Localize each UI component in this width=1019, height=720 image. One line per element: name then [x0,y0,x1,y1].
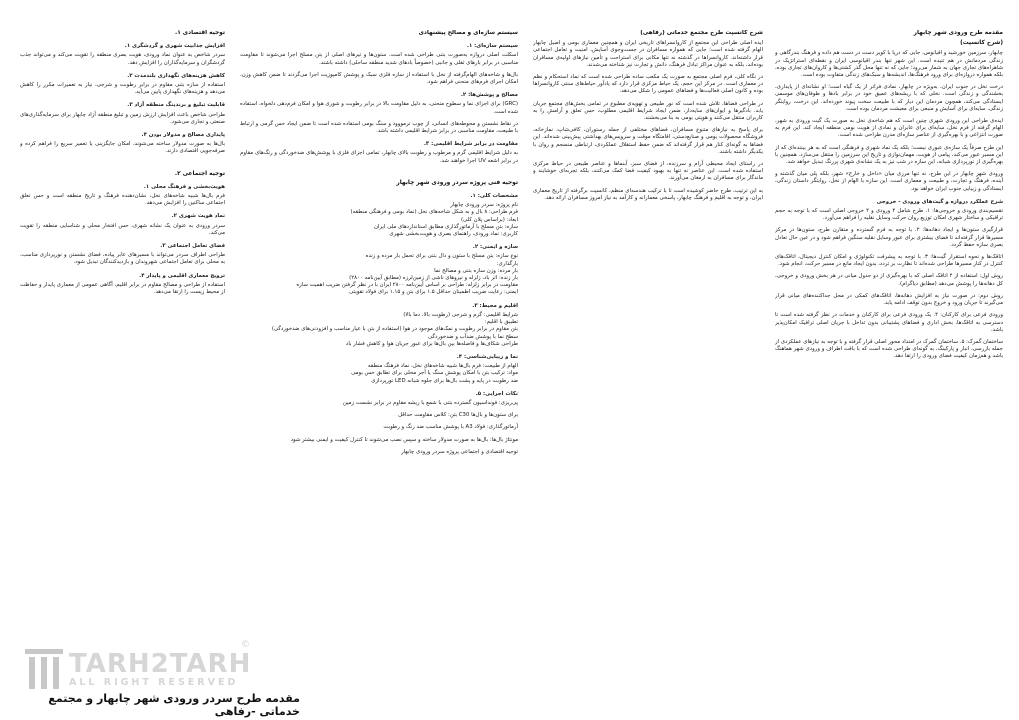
social-item-text: طراحی اطراف سردر می‌تواند با مسیرهای عابر پیاده، فضای نشستن و نورپردازی مناسب، به محلی برای تعامل اجتماعی شهروندان و بازدیدکنندگان تبدیل شود. [20,252,225,266]
safety-subtitle: سازه و ایمنی: ۲. [472,244,518,251]
copyright-icon: © [241,640,250,650]
specs-line: نام پروژه: سردر ورودی چابهار [450,202,518,209]
structure-title: سیستم سازه‌ای و مصالح پیشنهادی [418,30,518,36]
complex-paragraph: برای پاسخ به نیازهای متنوع مسافران، فضاهای مختلفی از جمله رستوران، کافی‌شاپ، نمازخانه، فروشگاه محصولات بومی و صنایع‌دستی، اقامتگاه موقت و سرویس‌های بهداشتی پیش‌بینی شده‌اند. این فضاها به گونه‌ای کنار هم قرار گرفته‌اند که ضمن حفظ استقلال عملکردی، ارتباطی منسجم و روان با یکدیگر داشته باشند. [533,127,763,155]
execution-subtitle: نکات اجرایی: ۵. [475,390,518,397]
materials-subtitle: مصالح و پوشش‌ها: ۲. [460,92,518,99]
environment-line: تطبیق با اقلیم: [484,319,518,326]
gate-paragraph: قرارگیری ستون‌ها و ایجاد دهانه‌ها: ۲. با توجه به فرم گسترده و متقارن طرح، ستون‌ها در مرکز مسیرها قرار گرفته‌اند تا فضای بیشتری برای عبور وسایل نقلیه سنگین فراهم شود و در عین حال تعادل بصری سازه حفظ گردد. [775,227,1003,248]
economic-item-text: سردر شاخص به عنوان نماد ورودی، هویت بصری منطقه را تقویت می‌کند و می‌تواند جذب گردشگران و سرمایه‌گذاران را افزایش دهد. [20,52,225,66]
social-item-title: ترویج معماری اقلیمی و پایدار ۴. [139,272,225,279]
social-title: توجیه اجتماعی ۲. [174,170,225,177]
complex-paragraph: به این ترتیب، طرح حاضر کوشیده است تا با ترکیب هندسه‌ای منظم، کانسپت برگرفته از تاریخ معماری ایران، و توجه به اقلیم و فرهنگ چابهار، پاسخی معمارانه و کارآمد به نیاز امروز مسافران ارائه دهد. [533,187,763,201]
complex-title: شرح کانسپت طرح مجتمع خدماتی (رفاهی) [640,30,763,36]
environment-line: بتن مقاوم در برابر رطوبت و نمک‌های موجود در هوا (استفاده از بتن با عیار مناسب و افزودنی‌های ضدخوردگی) [271,326,518,333]
environment-line: طراحی شکاف‌ها و فاصله‌ها بین بال‌ها برای عبور جریان هوا و کاهش فشار باد [345,340,518,347]
columns-logo-icon [25,649,63,689]
execution-line: توجیه اقتصادی و اجتماعی پروژه سردر ورودی چابهار [401,448,518,455]
specs-subtitle: مشخصات کلی: ۱. [470,193,518,200]
execution-line: آرماتورگذاری: فولاد A3 با پوشش مناسب ضد زنگ و رطوبت [383,424,518,431]
safety-line: بار زنده: اثر باد، زلزله و نیروهای ناشی از زمین‌لرزه (مطابق آیین‌نامه ۲۸۰۰) [349,275,518,282]
execution-line: برای ستون‌ها و بال‌ها C30 بتن: کلاس مقاومت حداقل [398,412,518,419]
watermark-brand: TARH2TARH [69,648,252,679]
gate-paragraph: اتاقک‌ها و نحوه استقرار گیت‌ها: ۳. با توجه به پیشرفت تکنولوژی و امکان کنترل دیجیتال، اتاقک‌های کنترل در کنار مسیرها طراحی شده‌اند تا نظارت بر تردد، بدون ایجاد مانع در مسیر حرکت، انجام شود. [775,254,1003,268]
execution-line: پی‌ریزی: فونداسیون گسترده بتنی با شمع یا ریشه مقاوم در برابر نشست زمین [342,399,518,406]
economic-item-text: بال‌ها به صورت مدولار ساخته می‌شوند، امکان جایگزینی یا تعمیر سریع را فراهم کرده و صرفه‌جویی اقتصادی دارند. [20,141,225,155]
watermark-rights: ALL RIGHT RESERVED [69,676,239,688]
aesthetics-subtitle: نما و زیبایی‌شناسی: ۴. [456,353,518,360]
social-item-text: فرم بال‌ها شبیه شاخه‌های نخل، نشان‌دهنده فرهنگ و تاریخ منطقه است و حس تعلق اجتماعی ساکنین را افزایش می‌دهد. [20,193,225,207]
gate-paragraph: تقسیم‌بندی ورودی و خروجی‌ها: ۱. طرح شامل ۴ ورودی و ۴ خروجی اصلی است که با توجه به حجم ترافیکی و ساختار شهری امکان توزیع روان حرکت وسایل نقلیه را فراهم می‌آورد. [775,208,1003,222]
economic-item-title: پایداری مصالح و مدولار بودن ۴. [141,132,225,139]
climate-subtitle: مقاومت در برابر شرایط اقلیمی: ۳. [423,141,518,148]
safety-line: مقاومت در برابر زلزله: طراحی بر اساس آیین‌نامه ۲۸۰۰ ایران با در نظر گرفتن ضریب اهمیت سازه [296,282,518,289]
specs-line: کاربری: نماد ورودی، راهنمای بصری و هویت‌بخشی شهری [389,231,518,238]
aesthetics-line: الهام از طبیعت: فرم بال‌ها شبیه شاخه‌های نخل، نماد فرهنگ منطقه [367,363,518,370]
specs-line: فرم طراحی: ۸ بال و به شکل شاخه‌های نخل (نماد بومی و فرهنگی منطقه) [350,209,518,216]
structure-paragraph: اسکلت اصلی دروازه به‌صورت بتنی طراحی شده است. ستون‌ها و تیرهای اصلی از بتن مسلح اجرا می‌شوند تا مقاومت مناسبی در برابر بارهای ثقلی و جانبی (خصوصاً بادهای شدید منطقه ساحلی) داشته باشند. [240,52,518,66]
execution-line: مونتاژ بال‌ها: بال‌ها به صورت مدولار ساخته و سپس نصب می‌شوند تا کنترل کیفیت و ایمنی بیشتر شود [290,436,518,443]
aesthetics-line: مواد: ترکیب بتن با امکان پوشش سنگ یا آجر محلی برای تطابق حس بومی [351,370,518,377]
social-item-text: سردر ورودی به عنوان یک نشانه شهری، حس افتخار محلی و شناسایی منطقه را تقویت می‌کند. [20,222,225,236]
complex-paragraph: در طراحی فضاها، تلاش شده است که نور طبیعی و تهویه‌ی مطبوع در تمامی بخش‌های مجتمع جریان یابد. بادگیرها و ایوان‌های سایه‌دار، ضمن ایجاد شرایط اقلیمی مطلوب، حس تعلق و آرامش را به کاربران منتقل می‌کنند و هویتی بومی به بنا می‌بخشند. [533,100,763,122]
column-technical [240,30,518,686]
social-item-text: استفاده از طراحی و مصالح مقاوم در برابر اقلیم، آگاهی عمومی از معماری پایدار و حفاظت از محیط زیست را ارتقا می‌دهد. [20,281,225,296]
environment-subtitle: اقلیم و محیط: ۳. [472,302,518,309]
social-item-title: فضای تعامل اجتماعی ۳. [160,243,225,250]
materials-paragraph: در نقاط نشستن و محوطه‌های انسانی، از چوب ترمووود و سنگ بومی استفاده شده است تا ضمن ایجاد حس گرمی و ارتباط با طبیعت، مقاومت مناسبی در برابر شرایط اقلیمی داشته باشد. [240,120,518,135]
gate-paragraph: روش دوم: در صورت نیاز به افزایش دهانه‌ها، اتاقک‌های کمکی در محل جداکننده‌های میانی قرار می‌گیرند تا جریان ورود و خروج بدون توقف ادامه یابد. [775,292,1003,307]
social-item-title: نماد هویت شهری ۲. [171,213,225,220]
intro-paragraph: ایده‌ی طراحی این ورودی شهری چنین است که هم شاخه‌ی نخل به صورت یک گیت ورودی به شهر، الهام گرفته از فرم نخل، سایه‌ای برای عابران و نمادی از هویت بومی منطقه ایجاد کند. این فرم به صورت انتزاعی و با بهره‌گیری از عناصر سازه‌ای مدرن طراحی شده است. [775,118,1003,139]
gate-paragraph: روش اول: استفاده از ۴ اتاقک اصلی که با بهره‌گیری از دو جدول میانی در هر بخش ورودی و خروجی، کل دهانه‌ها را پوشش می‌دهد (مطابق دیاگرام). [775,273,1003,287]
specs-line: سازه: بتن مسلح با آرماتورگذاری مطابق استانداردهای ملی ایران [373,223,518,230]
page-caption: مقدمه طرح سردر ورودی شهر چابهار و مجتمع خدماتی -رفاهی [48,692,300,718]
complex-paragraph: در راستای ایجاد محیطی آرام و سرزنده، از فضای سبز، آبنماها و عناصر طبیعی در حیاط مرکزی استفاده شده است. این عناصر نه تنها به بهبود کیفیت فضا کمک می‌کنند، بلکه تجربه‌ای خوشایند و ماندگار برای مسافران به ارمغان می‌آورند. [533,161,763,182]
safety-line: نوع سازه: بتن مسلح با ستون و دال بتنی برای تحمل بار مرده و زنده [365,253,518,260]
intro-title: مقدمه طرح ورودی شهر چابهار [913,30,1003,36]
intro-paragraph: درخت نخل در جنوب ایران، به‌ویژه در چابهار، نمادی فراتر از یک گیاه است؛ او نشانه‌ای از پایداری، بخشندگی و زندگی است. نخلی که با ریشه‌های عمیق خود در برابر بادها و طوفان‌های موسمی ایستادگی می‌کند، همچون مردمان این دیار که با طبیعت سخت پیوند خورده‌اند. این درخت، روایتگر زندگی، سایه‌ای برای آسایش و منبعی برای معیشت مردمان بوده است. [775,84,1003,112]
structure-subtitle: سیستم سازه‌ای: ۱. [466,43,518,50]
specs-line: ابعاد: (براساس پلان کلی) [460,216,518,223]
safety-line: بار مرده: وزن سازه بتنی و مصالح نما [434,267,518,274]
climate-paragraph: به دلیل شرایط اقلیمی گرم و مرطوب و رطوبت بالای چابهار، تمامی اجزای فلزی با پوشش‌های ضدخوردگی و رنگ‌های مقاوم در برابر اشعه UV اجرا خواهند شد. [240,150,518,164]
environment-line: شرایط اقلیمی: گرم و شرجی (رطوبت بالا، دما بالا) [403,311,518,318]
safety-line: ایمنی: رعایت ضریب اطمینان حداقل ۱.۵ برای بتن و ۱.۱۵ برای فولاد تقویتی [349,289,518,296]
gate-section-title: شرح عملکرد دروازه و گیت‌های ورودی - خروجی [876,198,1003,205]
economic-item-text: استفاده از سازه بتنی مقاوم در برابر رطوبت و شرجی، نیاز به تعمیرات مکرر را کاهش می‌دهد و هزینه‌های نگهداری پایین می‌آید. [20,82,225,96]
technical-title: توجیه فنی پروژه سردر ورودی شهر چابهار [396,179,518,186]
complex-paragraph: در نگاه کلی، فرم اصلی مجتمع به صورت یک مکعب ساده طراحی شده است که نماد استحکام و نظم در معماری است. در مرکز این حجم، یک حیاط مرکزی قرار دارد که یادآور حیاط‌های سنتی کاروانسراها بوده و کانون اصلی فعالیت‌ها و فضاهای عمومی را شکل می‌دهد. [533,74,763,95]
intro-paragraph: ورودی شهر چابهار در این طرح، نه تنها مرزی میان «داخل و خارج» شهر، بلکه پلی میان گذشته و آینده، فرهنگ و تجارت، و طبیعت و معماری است. این سازه با الهام از نخل، روایتگر داستان زندگی، ایستادگی و زیبایی جنوب ایران خواهد بود. [775,171,1003,192]
structure-paragraph: بال‌ها و شاخه‌های الهام‌گرفته از نخل با استفاده از سازه فلزی سبک و پوشش کامپوزیت اجرا می‌گردند تا ضمن کاهش وزن، امکان اجرای فرم‌های منحنی فراهم شود. [240,71,518,86]
economic-title: توجیه اقتصادی ۱. [175,30,225,36]
safety-line: بارگذاری: [496,260,518,267]
gate-paragraph: ساختمان گمرک: ۵. ساختمان گمرک در امتداد محور اصلی قرار گرفته و با توجه به نیازهای عملکردی از جمله بازرسی، انبار و پارکینگ، به گونه‌ای طراحی شده است که با بافت اطراف و ورودی شهر هماهنگ باشد و هم‌زمان کیفیت فضای ورودی را ارتقا دهد. [775,338,1003,360]
economic-item-text: طراحی شاخص باعث افزایش ارزش زمین و تبلیغ منطقه آزاد چابهار برای سرمایه‌گذاری‌های صنعتی و تجاری می‌شود. [20,111,225,125]
column-intro [775,30,1003,686]
aesthetics-line: ضد رطوبت در پایه و پشت بال‌ها برای جلوه شبانه LED نورپردازی [371,377,518,384]
economic-item-title: کاهش هزینه‌های نگهداری بلندمدت ۲. [127,72,225,79]
intro-paragraph: چابهار، سرزمین خورشید و اقیانوس، جایی که دریا با کویر دست در دست هم داده و فرهنگ بندرگاهی و زندگی مردمانش در هم تنیده است. این شهر تنها بندر اقیانوسی ایران و نقطه‌ای استراتژیک در شاهراه‌های تجاری جهان به شمار می‌رود؛ جایی که نه تنها محل گذر کشتی‌ها و کاروان‌های تجاری بوده، بلکه همواره دروازه‌ای برای ورود فرهنگ‌ها، اندیشه‌ها و سبک‌های زندگی متفاوت بوده است. [775,50,1003,79]
materials-paragraph: (GRC) برای اجزای نما و سطوح منحنی، به دلیل مقاومت بالا در برابر رطوبت و شوری هوا و امکان فرم‌دهی دلخواه، استفاده شده است. [240,101,518,115]
social-item-title: هویت‌بخشی و فرهنگ محلی ۱. [143,183,225,190]
watermark-logo [25,640,265,698]
environment-line: سطح نما با پوشش ضدآب و ضدخوردگی [428,333,518,340]
column-complex [533,30,763,300]
gate-paragraph: ورودی فرعی برای کارکنان: ۴. یک ورودی فرعی برای کارکنان و خدمات در نظر گرفته شده است تا دسترسی به اتاقک‌ها، بخش اداری و فضاهای پشتیبانی بدون تداخل با جریان اصلی ترافیک امکان‌پذیر باشد. [775,312,1003,333]
economic-item-title: افزایش جذابیت شهری و گردشگری ۱. [124,43,225,50]
complex-paragraph: ایده اصلی طراحی این مجتمع از کاروانسراهای تاریخی ایران و همچنین معماری بومی و اصیل چابهار الهام گرفته شده است؛ جایی که همواره مسافران در جست‌وجوی آسایش، امنیت و تعامل اجتماعی قرار داشته‌اند. کاروانسراها در گذشته نه تنها مکانی برای استراحت و تأمین نیازهای اولیه‌ی مسافران بوده‌اند، بلکه به عنوان مراکز تبادل فرهنگ، دانش و تجارت نیز شناخته می‌شدند. [533,40,763,68]
column-justification [20,30,225,630]
intro-subtitle: (شرح کانسپت) [960,40,1003,47]
economic-item-title: قابلیت تبلیغ و برندینگ منطقه آزاد ۳. [127,102,225,109]
intro-paragraph: این طرح صرفاً یک سازه‌ی عبوری نیست؛ بلکه یک نماد شهری و فرهنگی است که به هر بیننده‌ای که از این مسیر عبور می‌کند، پیامی از هویت، مهمان‌نوازی و تاریخ این سرزمین را منتقل می‌سازد. همچنین با بهره‌گیری از نورپردازی شبانه، این سازه در شب نیز به یک نشانه‌ی شهری پررنگ تبدیل خواهد شد. [775,144,1003,166]
